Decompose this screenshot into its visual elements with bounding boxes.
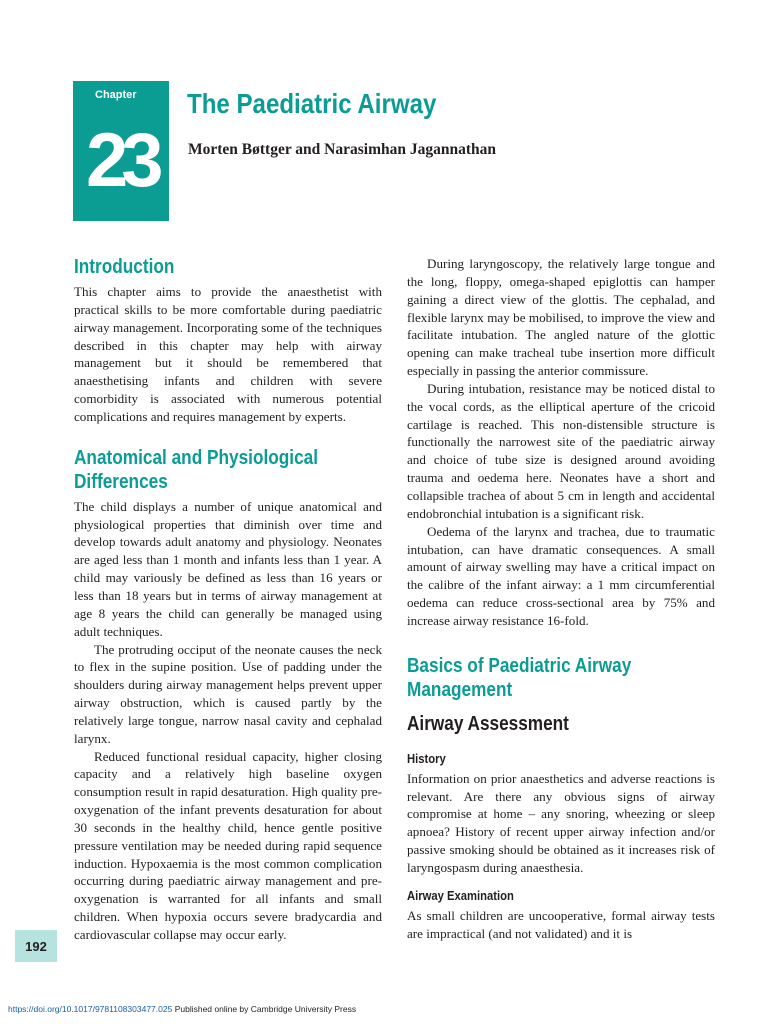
chapter-title: The Paediatric Airway xyxy=(187,88,437,119)
intubation-paragraph: During intubation, resistance may be noticed distal to the vocal cords, as the elliptical aperture of the cricoid cartilage is reached. This non-distensible structure is functionally the narrowest site of the paediatric airway and choice of tube size is designed around avoiding trauma and oedema here. Neonates have a short and collapsible trachea of about 5 cm in length and accidental endobronchial intubation is a significant risk. xyxy=(407,380,715,521)
airway-examination-heading: Airway Examination xyxy=(407,888,514,903)
doi-link[interactable]: https://doi.org/10.1017/9781108303477.025 xyxy=(8,1004,173,1014)
basics-heading-line1: Basics of Paediatric Airway xyxy=(407,653,632,677)
oedema-paragraph: Oedema of the larynx and trachea, due to traumatic intubation, can have dramatic consequences. A small amount of airway swelling may have a critical impact on the calibre of the infant airway: a 1 mm circumferential oedema can reduce cross-sectional area by 75% and increase airway resistance 16-fold. xyxy=(407,523,715,628)
basics-heading-line2: Management xyxy=(407,677,513,701)
right-column xyxy=(407,255,715,942)
footer xyxy=(8,1004,356,1014)
chapter-label: Chapter xyxy=(95,89,137,101)
chapter-number: 23 xyxy=(86,118,157,203)
airway-examination-paragraph: As small children are uncooperative, formal airway tests are impractical (and not validated) and it is xyxy=(407,907,715,941)
page-number: 192 xyxy=(15,930,57,962)
publisher-note: Published online by Cambridge University Press xyxy=(172,1004,357,1014)
anatomical-paragraph-1: The child displays a number of unique anatomical and physiological properties that diminish over time and develop towards adult anatomy and physiology. Neonates are aged less than 1 month and infants less than 1 year. A child may variously be defined as less than 16 years or less than 18 years but in terms of airway management at age 8 years the child can generally be managed using adult techniques. xyxy=(74,498,382,639)
laryngoscopy-paragraph: During laryngoscopy, the relatively large tongue and the long, floppy, omega-shaped epiglottis can hamper gaining a direct view of the glottis. The cephalad, and flexible larynx may be mobilised, to improve the view and facilitate intubation. The angled nature of the glottic opening can make tracheal tube insertion more difficult especially in passing the anterior commissure. xyxy=(407,256,715,379)
anatomical-heading-line1: Anatomical and Physiological xyxy=(74,445,319,469)
history-heading: History xyxy=(407,751,446,766)
introduction-paragraph: This chapter aims to provide the anaesthetist with practical skills to be more comfortable during paediatric airway management. Incorporating some of the techniques described in this chapter may help with airway management but it should be remembered that anaesthetising infants and children with severe comorbidity is associated with numerous potential complications and requires management by experts. xyxy=(74,284,382,424)
left-column xyxy=(74,255,382,944)
introduction-heading: Introduction xyxy=(74,255,175,278)
airway-assessment-heading: Airway Assessment xyxy=(407,712,569,735)
chapter-authors: Morten Bøttger and Narasimhan Jagannathan xyxy=(188,141,497,158)
chapter-badge xyxy=(73,81,169,221)
anatomical-paragraph-3: Reduced functional residual capacity, higher closing capacity and a relatively high baseline oxygen consumption result in rapid desaturation. High quality pre-oxygenation of the infant prevents desaturation for about 30 seconds in the healthy child, hence gentle positive pressure ventilation may be needed during rapid sequence induction. Hypoxaemia is the most common complication occurring during paediatric airway management and pre-oxygenation is warranted for all infants and small children. When hypoxia occurs severe bradycardia and cardiovascular collapse may occur early. xyxy=(74,748,382,942)
anatomical-paragraph-2: The protruding occiput of the neonate causes the neck to flex in the supine position. Use of padding under the shoulders during airway management helps prevent upper airway obstruction, which is caused partly by the relatively large tongue, narrow nasal cavity and cephalad larynx. xyxy=(74,641,382,746)
history-paragraph: Information on prior anaesthetics and adverse reactions is relevant. Are there any obvious signs of airway compromise at home – any snoring, wheezing or sleep apnoea? History of recent upper airway infection and/or passive smoking should be obtained as it increases risk of laryngospasm during anaesthesia. xyxy=(407,770,715,875)
anatomical-heading-line2: Differences xyxy=(74,469,168,493)
